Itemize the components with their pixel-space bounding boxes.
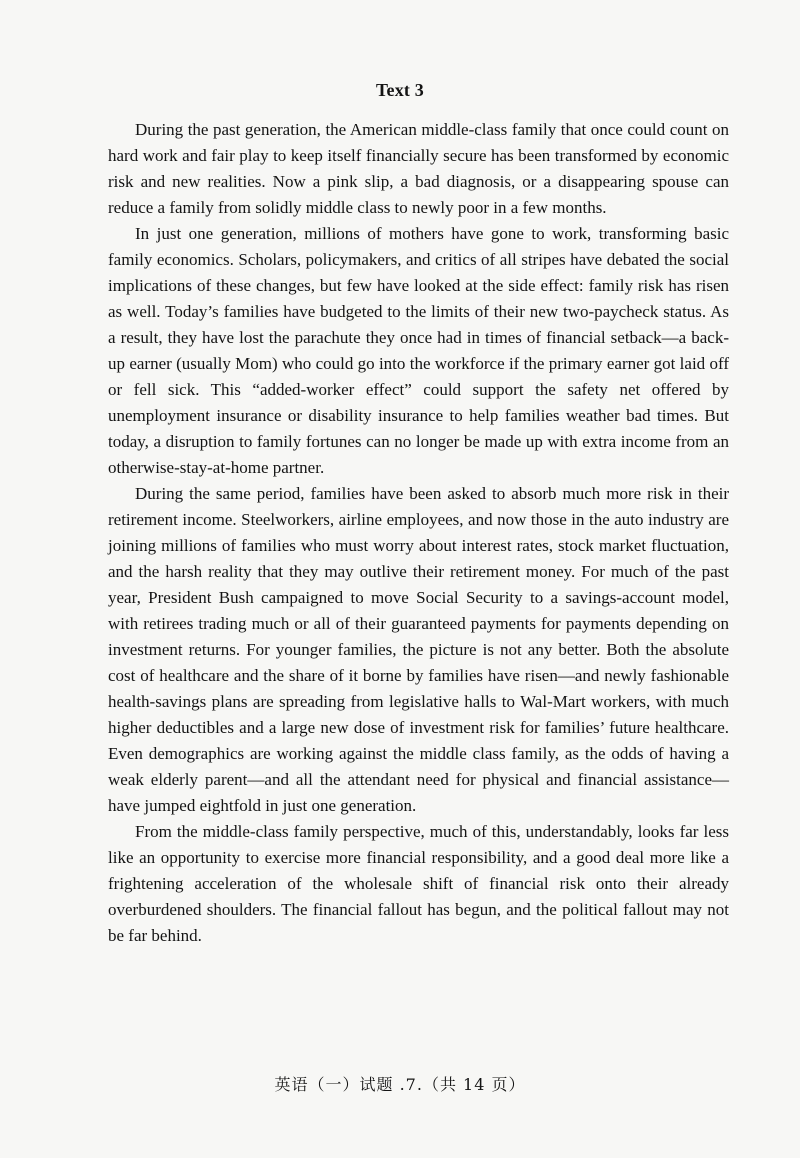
paragraph-1: During the past generation, the American middle-class family that once could count on hard work and fair play to keep itself financially secure has been transformed by economic risk and new realities. Now a pink slip, a bad diagnosis, or a disappearing spouse can reduce a family from solidly middle class to newly poor in a few months. bbox=[108, 120, 729, 217]
paragraph-3: During the same period, families have been asked to absorb much more risk in their retirement income. Steelworkers, airline employees, and now those in the auto industry are joining millions of families who must worry about interest rates, stock market fluctuation, and the harsh reality that they may outlive their retirement money. For much of the past year, President Bush campaigned to move Social Security to a savings-account model, with retirees trading much or all of their guaranteed payments for payments depending on investment returns. For younger families, the picture is not any better. Both the absolute cost of healthcare and the share of it borne by families have risen—and newly fashionable health-savings plans are spreading from legislative halls to Wal-Mart workers, with much higher deductibles and a large new dose of investment risk for families’ future healthcare. Even demographics are working against the middle class family, as the odds of having a weak elderly parent—and all the attendant need for physical and financial assistance—have jumped eightfold in just one generation. bbox=[108, 484, 729, 815]
page-footer: 英语（一）试题 .7.（共 14 页） bbox=[274, 1075, 526, 1094]
paragraph-4: From the middle-class family perspective, much of this, understandably, looks far less like an opportunity to exercise more financial responsibility, and a good deal more like a frightening acceleration of the wholesale shift of financial risk onto their already overburdened shoulders. The financial fallout has begun, and the political fallout may not be far behind. bbox=[108, 822, 729, 945]
paragraph-2: In just one generation, millions of mothers have gone to work, transforming basic family economics. Scholars, policymakers, and critics of all stripes have debated the social implications of these changes, but few have looked at the side effect: family risk has risen as well. Today’s families have budgeted to the limits of their new two-paycheck status. As a result, they have lost the parachute they once had in times of financial setback—a back-up earner (usually Mom) who could go into the workforce if the primary earner got laid off or fell sick. This “added-worker effect” could support the safety net offered by unemployment insurance or disability insurance to help families weather bad times. But today, a disruption to family fortunes can no longer be made up with extra income from an otherwise-stay-at-home partner. bbox=[108, 224, 729, 477]
passage-body bbox=[108, 117, 729, 949]
passage-title: Text 3 bbox=[375, 80, 425, 100]
